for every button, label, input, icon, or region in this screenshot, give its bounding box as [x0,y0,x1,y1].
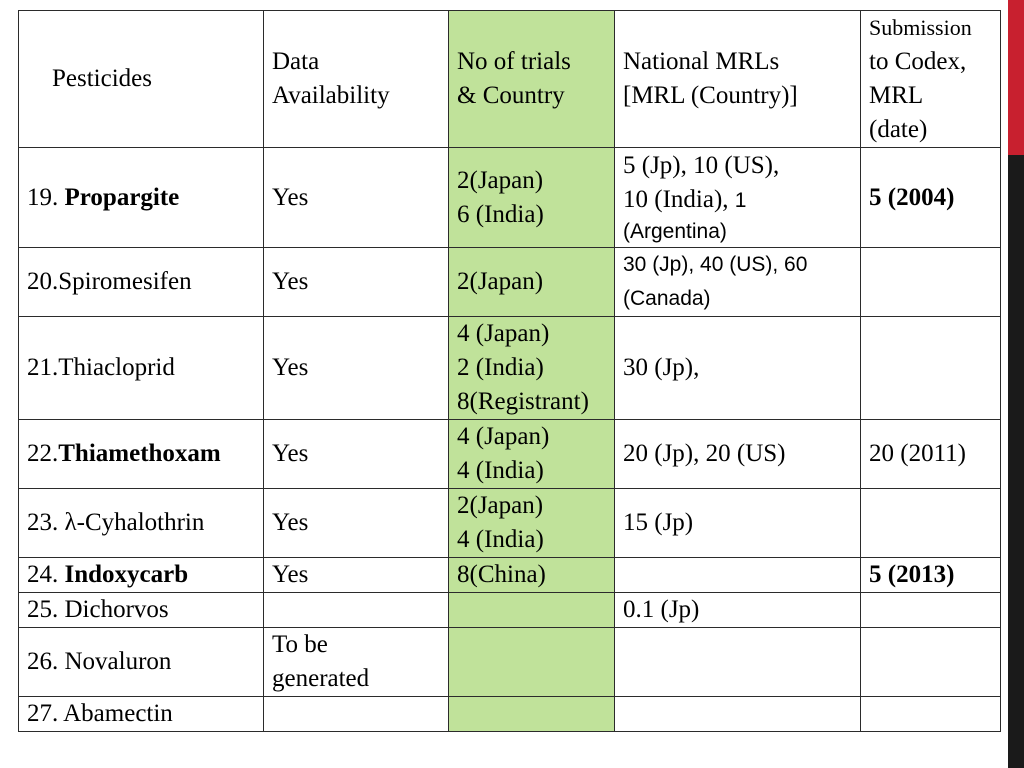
national-mrls-cell: 20 (Jp), 20 (US) [615,420,861,489]
header-trials: No of trials & Country [449,11,615,148]
national-mrls-cell: 30 (Jp), [615,317,861,420]
pesticide-cell: 24. Indoxycarb [19,558,264,593]
pesticide-cell: 26. Novaluron [19,628,264,697]
table-row [19,489,1001,558]
header-pesticides: Pesticides [19,11,264,148]
pesticide-cell: 25. Dichorvos [19,593,264,628]
codex-cell: 20 (2011) [861,420,1001,489]
accent-bar-red [1008,0,1024,155]
data-availability-cell: Yes [264,248,449,317]
national-mrls-cell: 30 (Jp), 40 (US), 60 (Canada) [615,248,861,317]
table-row [19,697,1001,732]
pesticide-cell: 21.Thiacloprid [19,317,264,420]
header-row [19,11,1001,148]
data-availability-cell: To be generated [264,628,449,697]
table-row [19,248,1001,317]
data-availability-cell: Yes [264,420,449,489]
trials-cell: 8(China) [449,558,615,593]
table-row [19,628,1001,697]
data-availability-cell: Yes [264,148,449,248]
national-mrls-cell [615,697,861,732]
codex-cell [861,697,1001,732]
codex-cell [861,593,1001,628]
table-row [19,148,1001,248]
header-data-availability: Data Availability [264,11,449,148]
table-row [19,593,1001,628]
pesticide-mrl-table [18,10,1001,732]
trials-cell: 2(Japan) 6 (India) [449,148,615,248]
table-row [19,420,1001,489]
header-national-mrls: National MRLs [MRL (Country)] [615,11,861,148]
table-row [19,558,1001,593]
data-availability-cell: Yes [264,558,449,593]
header-codex: Submission to Codex, MRL (date) [861,11,1001,148]
pesticide-cell: 23. λ-Cyhalothrin [19,489,264,558]
trials-cell [449,628,615,697]
trials-cell: 4 (Japan) 4 (India) [449,420,615,489]
data-availability-cell: Yes [264,489,449,558]
trials-cell: 4 (Japan) 2 (India) 8(Registrant) [449,317,615,420]
trials-cell [449,593,615,628]
data-availability-cell [264,593,449,628]
trials-cell: 2(Japan) 4 (India) [449,489,615,558]
trials-cell: 2(Japan) [449,248,615,317]
codex-cell [861,317,1001,420]
codex-cell: 5 (2013) [861,558,1001,593]
accent-bar-dark [1008,155,1024,768]
codex-cell [861,489,1001,558]
table-row [19,317,1001,420]
national-mrls-cell [615,628,861,697]
codex-cell [861,628,1001,697]
pesticide-cell: 22.Thiamethoxam [19,420,264,489]
national-mrls-cell: 0.1 (Jp) [615,593,861,628]
national-mrls-cell: 5 (Jp), 10 (US), 10 (India), 1 (Argentina) [615,148,861,248]
trials-cell [449,697,615,732]
national-mrls-cell [615,558,861,593]
national-mrls-cell: 15 (Jp) [615,489,861,558]
codex-cell [861,248,1001,317]
pesticide-cell: 20.Spiromesifen [19,248,264,317]
pesticide-cell: 27. Abamectin [19,697,264,732]
pesticide-cell: 19. Propargite [19,148,264,248]
data-availability-cell: Yes [264,317,449,420]
codex-cell: 5 (2004) [861,148,1001,248]
data-availability-cell [264,697,449,732]
